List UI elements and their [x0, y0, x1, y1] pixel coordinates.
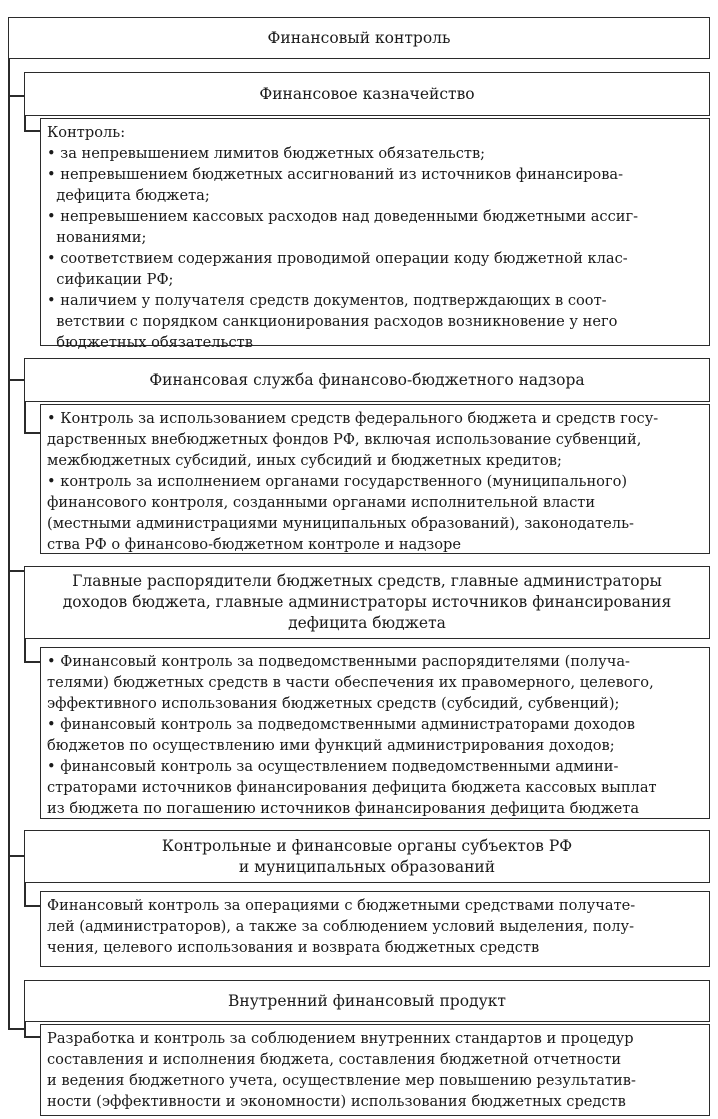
title-text: Финансовый контроль	[267, 28, 451, 47]
sub-connector-1-h	[24, 130, 40, 132]
sub-connector-2-h	[24, 432, 40, 434]
section-3-body	[40, 647, 710, 819]
section-1-line: • наличием у получателя средств документов, подтверждающих в соот-	[47, 292, 607, 309]
section-4-line: Финансовый контроль за операциями с бюджетными средствами получате-	[47, 897, 636, 914]
section-5-body	[40, 1024, 710, 1116]
section-1-line: Контроль:	[47, 124, 126, 141]
sub-connector-5-h	[24, 1036, 40, 1038]
section-1-line: бюджетных обязательств	[47, 334, 253, 351]
section-3-line: эффективного использования бюджетных средств (субсидий, субвенций);	[47, 695, 620, 712]
section-4-line: лей (администраторов), а также за соблюдением условий выделения, полу-	[47, 918, 635, 935]
section-3-line: телями) бюджетных средств в части обеспечения их правомерного, целевого,	[47, 674, 654, 691]
section-4-header	[24, 830, 710, 883]
section-1-line: нованиями;	[47, 229, 147, 246]
section-3-header-line: Главные распорядители бюджетных средств, главные администраторы	[72, 572, 662, 590]
section-2-line: финансового контроля, созданными органами исполнительной власти	[47, 494, 596, 511]
section-1-line: • за непревышением лимитов бюджетных обязательств;	[47, 145, 486, 162]
sub-connector-3-h	[24, 661, 40, 663]
section-1-line: ветствии с порядком санкционирования расходов возникновение у него	[47, 313, 618, 330]
section-1-line: • непревышением бюджетных ассигнований из источников финансирова-	[47, 166, 624, 183]
section-5-header	[24, 980, 710, 1022]
section-5-line: составления и исполнения бюджета, составления бюджетной отчетности	[47, 1051, 622, 1068]
branch-line-1	[8, 95, 24, 97]
section-5-line: Разработка и контроль за соблюдением внутренних стандартов и процедур	[47, 1030, 634, 1047]
section-1-line: • соответствием содержания проводимой операции коду бюджетной клас-	[47, 250, 628, 267]
section-3-line: страторами источников финансирования дефицита бюджета кассовых выплат	[47, 779, 657, 796]
trunk-line	[8, 59, 10, 1029]
section-2-line: ства РФ о финансово-бюджетном контроле и надзоре	[47, 536, 461, 553]
section-2-line: • Контроль за использованием средств федерального бюджета и средств госу-	[47, 410, 659, 427]
section-3-header	[24, 566, 710, 639]
section-2-line: дарственных внебюджетных фондов РФ, включая использование субвенций,	[47, 431, 642, 448]
section-2-line: • контроль за исполнением органами государственного (муниципального)	[47, 473, 628, 490]
section-4-header-line: и муниципальных образований	[238, 857, 496, 876]
section-3-header-line: дефицита бюджета	[288, 614, 446, 632]
section-1-header-line: Финансовое казначейство	[259, 84, 475, 103]
sub-connector-4-h	[24, 905, 40, 907]
branch-line-3	[8, 570, 24, 572]
section-3-header-line: доходов бюджета, главные администраторы источников финансирования	[62, 593, 672, 611]
section-2-line: межбюджетных субсидий, иных субсидий и бюджетных кредитов;	[47, 452, 562, 469]
section-1-header	[24, 72, 710, 116]
section-3-line: • финансовый контроль за подведомственными администраторами доходов	[47, 716, 635, 733]
sub-connector-4-v	[24, 883, 26, 907]
section-1-line: дефицита бюджета;	[47, 187, 210, 204]
branch-line-5	[8, 1028, 24, 1030]
section-2-header	[24, 358, 710, 402]
section-2-line: (местными администрациями муниципальных образований), законодатель-	[47, 515, 634, 532]
section-1-line: сификации РФ;	[47, 271, 174, 288]
sub-connector-2-v	[24, 402, 26, 434]
section-4-line: чения, целевого использования и возврата бюджетных средств	[47, 939, 540, 956]
branch-line-4	[8, 855, 24, 857]
section-3-line: • Финансовый контроль за подведомственными распорядителями (получа-	[47, 653, 630, 670]
sub-connector-3-v	[24, 639, 26, 663]
section-5-header-line: Внутренний финансовый продукт	[228, 991, 506, 1010]
section-4-header-line: Контрольные и финансовые органы субъектов РФ	[161, 836, 573, 855]
section-3-line: из бюджета по погашению источников финансирования дефицита бюджета	[47, 800, 640, 817]
title-box	[8, 17, 710, 59]
section-3-line: бюджетов по осуществлению ими функций администрирования доходов;	[47, 737, 615, 754]
section-3-line: • финансовый контроль за осуществлением подведомственными админи-	[47, 758, 619, 775]
section-1-line: • непревышением кассовых расходов над доведенными бюджетными ассиг-	[47, 208, 639, 225]
section-2-header-line: Финансовая служба финансово-бюджетного надзора	[149, 370, 585, 389]
branch-line-2	[8, 379, 24, 381]
section-4-body	[40, 891, 710, 967]
section-5-line: ности (эффективности и экономности) использования бюджетных средств	[47, 1093, 626, 1110]
section-5-line: и ведения бюджетного учета, осуществление мер повышению результатив-	[47, 1072, 636, 1089]
section-1-body	[40, 118, 710, 351]
section-2-body	[40, 404, 710, 554]
